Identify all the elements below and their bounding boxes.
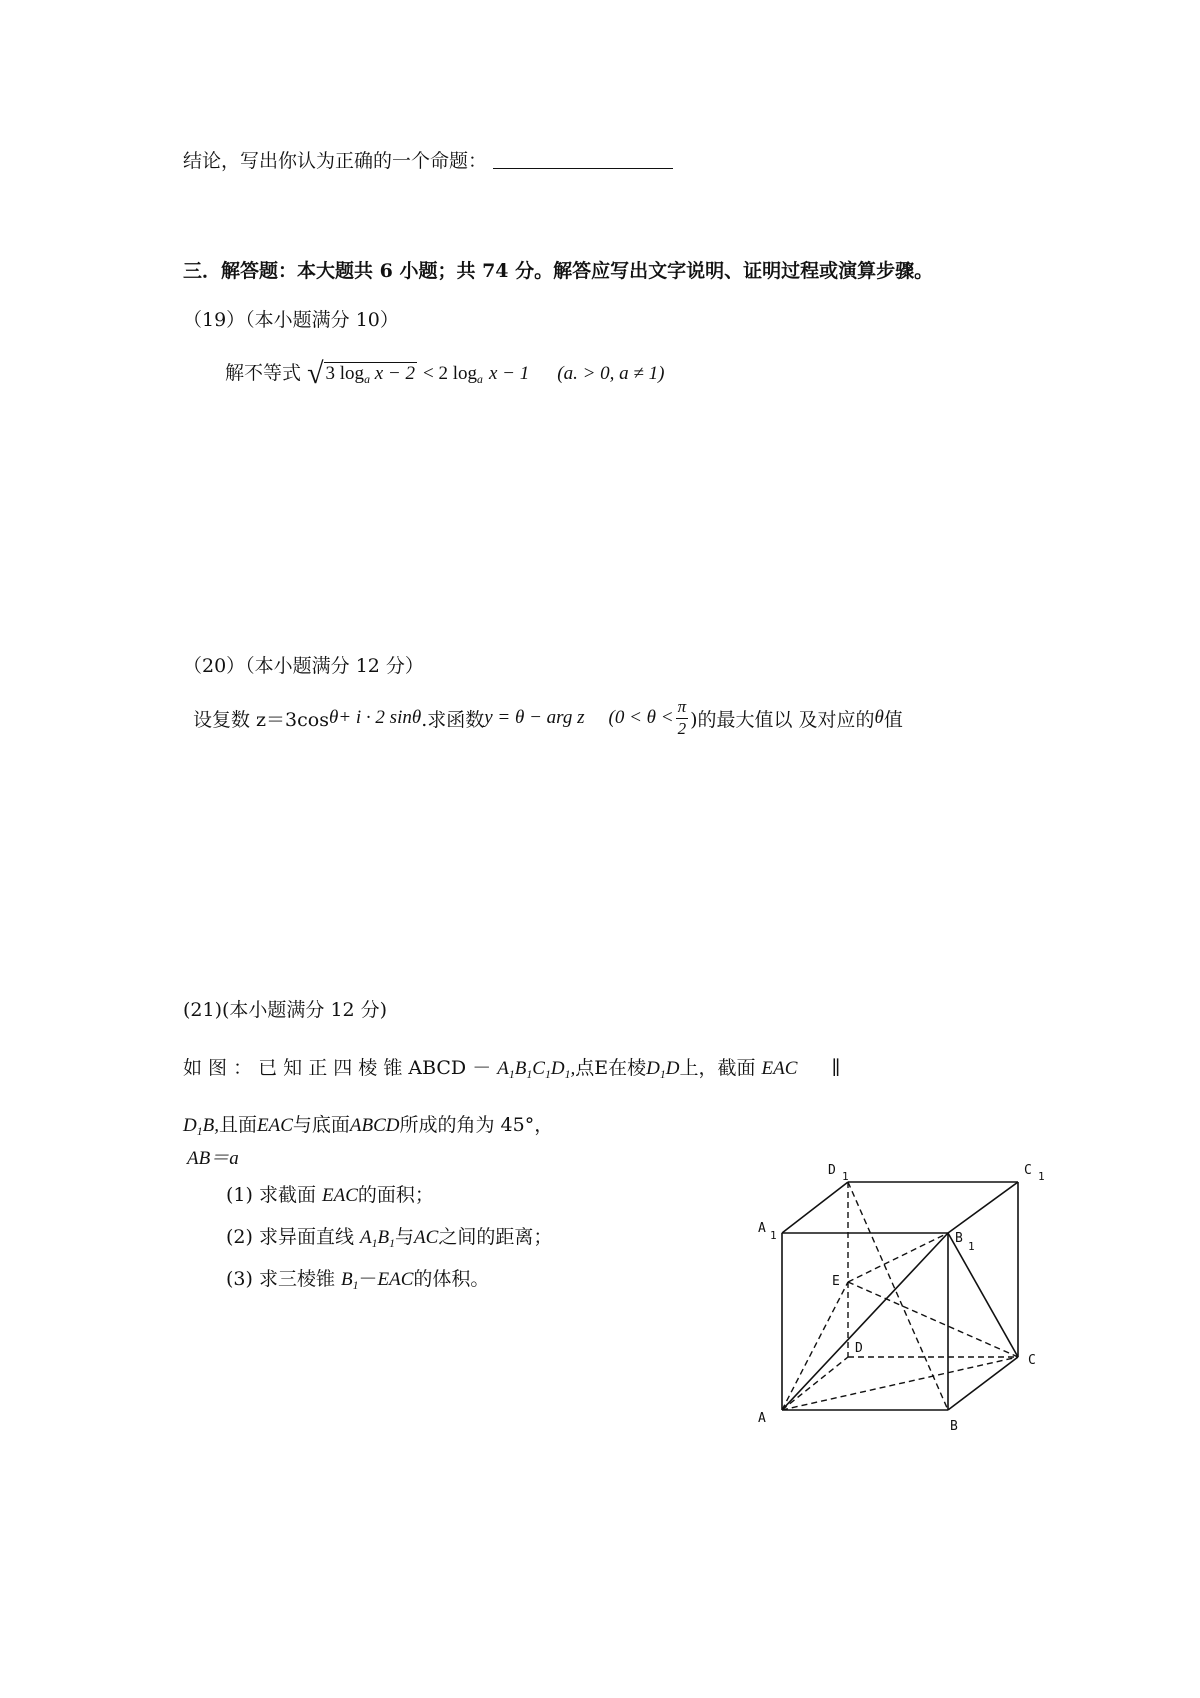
q21-item2-d: 之间的距离； xyxy=(438,1226,553,1248)
q21-line3: AB＝a xyxy=(187,1148,239,1169)
q21-item3 xyxy=(226,1264,489,1293)
q21-item1-a: (1) 求截面 xyxy=(226,1184,316,1206)
q21-line2-d: ABCD xyxy=(349,1115,400,1136)
q21-line2-c: 与底面 xyxy=(292,1114,350,1136)
label-b1: B xyxy=(955,1231,963,1246)
edge-e-c xyxy=(848,1282,1018,1357)
label-c: C xyxy=(1028,1353,1036,1368)
edge-a-b1 xyxy=(782,1233,948,1410)
q19-sub-a: a xyxy=(364,373,370,387)
q21-item3-a: (3) 求三棱锥 xyxy=(226,1268,335,1290)
edge-d1-b xyxy=(848,1182,948,1410)
q20-mid: + i · 2 sin xyxy=(338,707,412,728)
q19-radicand-tail: x − 2 xyxy=(374,363,415,384)
edge-a-e xyxy=(782,1282,848,1410)
label-b: B xyxy=(950,1419,958,1434)
q21-d1d: $D_1D$ xyxy=(646,1058,680,1082)
edge-b1-c1 xyxy=(948,1182,1018,1233)
label-d1: D xyxy=(828,1163,836,1178)
q20-func: y = θ − arg z xyxy=(484,707,585,728)
q21-line2-a: 且面 xyxy=(218,1114,257,1136)
q21-item2-c: AC xyxy=(414,1227,439,1248)
q21-item1-c: 的面积； xyxy=(357,1184,434,1206)
q21-line1-d: EAC xyxy=(761,1058,798,1079)
q19-lead: 解不等式 xyxy=(225,362,302,384)
q20-header: （20）（本小题满分 12 分） xyxy=(183,655,424,677)
edge-e-b1 xyxy=(848,1233,948,1282)
q21-a1b1: $A_1B_1$ xyxy=(360,1227,396,1251)
q21-line1 xyxy=(183,1053,840,1082)
label-c1-sub: 1 xyxy=(1038,1170,1045,1183)
q21-line2 xyxy=(183,1110,553,1139)
q19-radicand: 3 log xyxy=(325,363,365,384)
q21-item2-a: (2) 求异面直线 xyxy=(226,1226,354,1248)
q21-b1: $B_1$ xyxy=(341,1269,359,1293)
q20-fraction xyxy=(676,697,689,739)
label-a1: A xyxy=(758,1221,766,1236)
label-d1-sub: 1 xyxy=(842,1170,849,1183)
q21-item3-c: EAC xyxy=(377,1269,414,1290)
q20-range-left: (0 < θ < xyxy=(608,707,674,728)
label-e: E xyxy=(832,1274,840,1289)
q21-line2-e: 所成的角为 45°， xyxy=(399,1114,554,1136)
q20-tail-var: θ xyxy=(874,707,884,728)
q21-line2-b: EAC xyxy=(257,1115,293,1136)
answer-blank[interactable] xyxy=(493,167,673,169)
q20-lead: 设复数 z＝3cos xyxy=(193,708,329,731)
q21-d1b: $D_1B$, xyxy=(183,1115,219,1139)
continued-line xyxy=(183,146,673,173)
q20-theta-2: θ xyxy=(411,707,422,728)
q20-tail-end: 值 xyxy=(883,708,903,731)
q21-item1 xyxy=(226,1180,434,1207)
q21-line1-b: 点E在棱 xyxy=(575,1057,647,1079)
q21-item2 xyxy=(226,1222,552,1251)
q21-header: (21)(本小题满分 12 分) xyxy=(183,999,388,1021)
cube-figure xyxy=(740,1150,1070,1450)
edge-b1-c xyxy=(948,1233,1018,1357)
q19-condition: (a. > 0, a ≠ 1) xyxy=(557,363,665,384)
q21-item3-d: 的体积。 xyxy=(413,1268,490,1290)
q21-item2-b: 与 xyxy=(395,1226,415,1248)
label-a: A xyxy=(758,1411,766,1426)
q21-item3-b: － xyxy=(358,1268,378,1290)
section-heading: 三．解答题：本大题共 6 小题；共 74 分。解答应写出文字说明、证明过程或演算步骤。 xyxy=(183,260,934,282)
q19-rhs-tail: x − 1 xyxy=(488,363,530,384)
q21-line1-a: 如 图 ： 已 知 正 四 棱 锥 ABCD － xyxy=(183,1057,492,1079)
label-d: D xyxy=(855,1341,863,1356)
q19-rhs: < 2 log xyxy=(423,363,478,384)
q21-line1-c: 上，截面 xyxy=(679,1057,756,1079)
continued-text: 结论，写出你认为正确的一个命题： xyxy=(183,150,488,172)
q20-statement xyxy=(193,691,903,745)
q20-theta: θ xyxy=(328,707,339,728)
q21-item1-b: EAC xyxy=(322,1185,358,1206)
q20-mid2: .求函数 xyxy=(421,708,485,731)
q20-frac-den: 2 xyxy=(677,718,687,738)
label-a1-sub: 1 xyxy=(770,1229,777,1242)
edge-a1-d1 xyxy=(782,1182,848,1233)
q21-parallel: ∥ xyxy=(831,1057,841,1079)
label-c1: C xyxy=(1024,1163,1032,1178)
q21-a1b1c1d1: $A_1B_1C_1D_1$, xyxy=(497,1058,576,1082)
q19-sqrt: √ 3 $\log_a x - 2$ xyxy=(307,357,415,390)
q19-statement xyxy=(225,357,664,391)
label-b1-sub: 1 xyxy=(968,1240,975,1253)
q20-frac-num: π xyxy=(676,697,689,718)
q19-sub-a2: a xyxy=(477,373,483,387)
q19-header: （19）（本小题满分 10） xyxy=(183,309,399,331)
q20-tail: )的最大值以 及对应的 xyxy=(690,708,875,731)
